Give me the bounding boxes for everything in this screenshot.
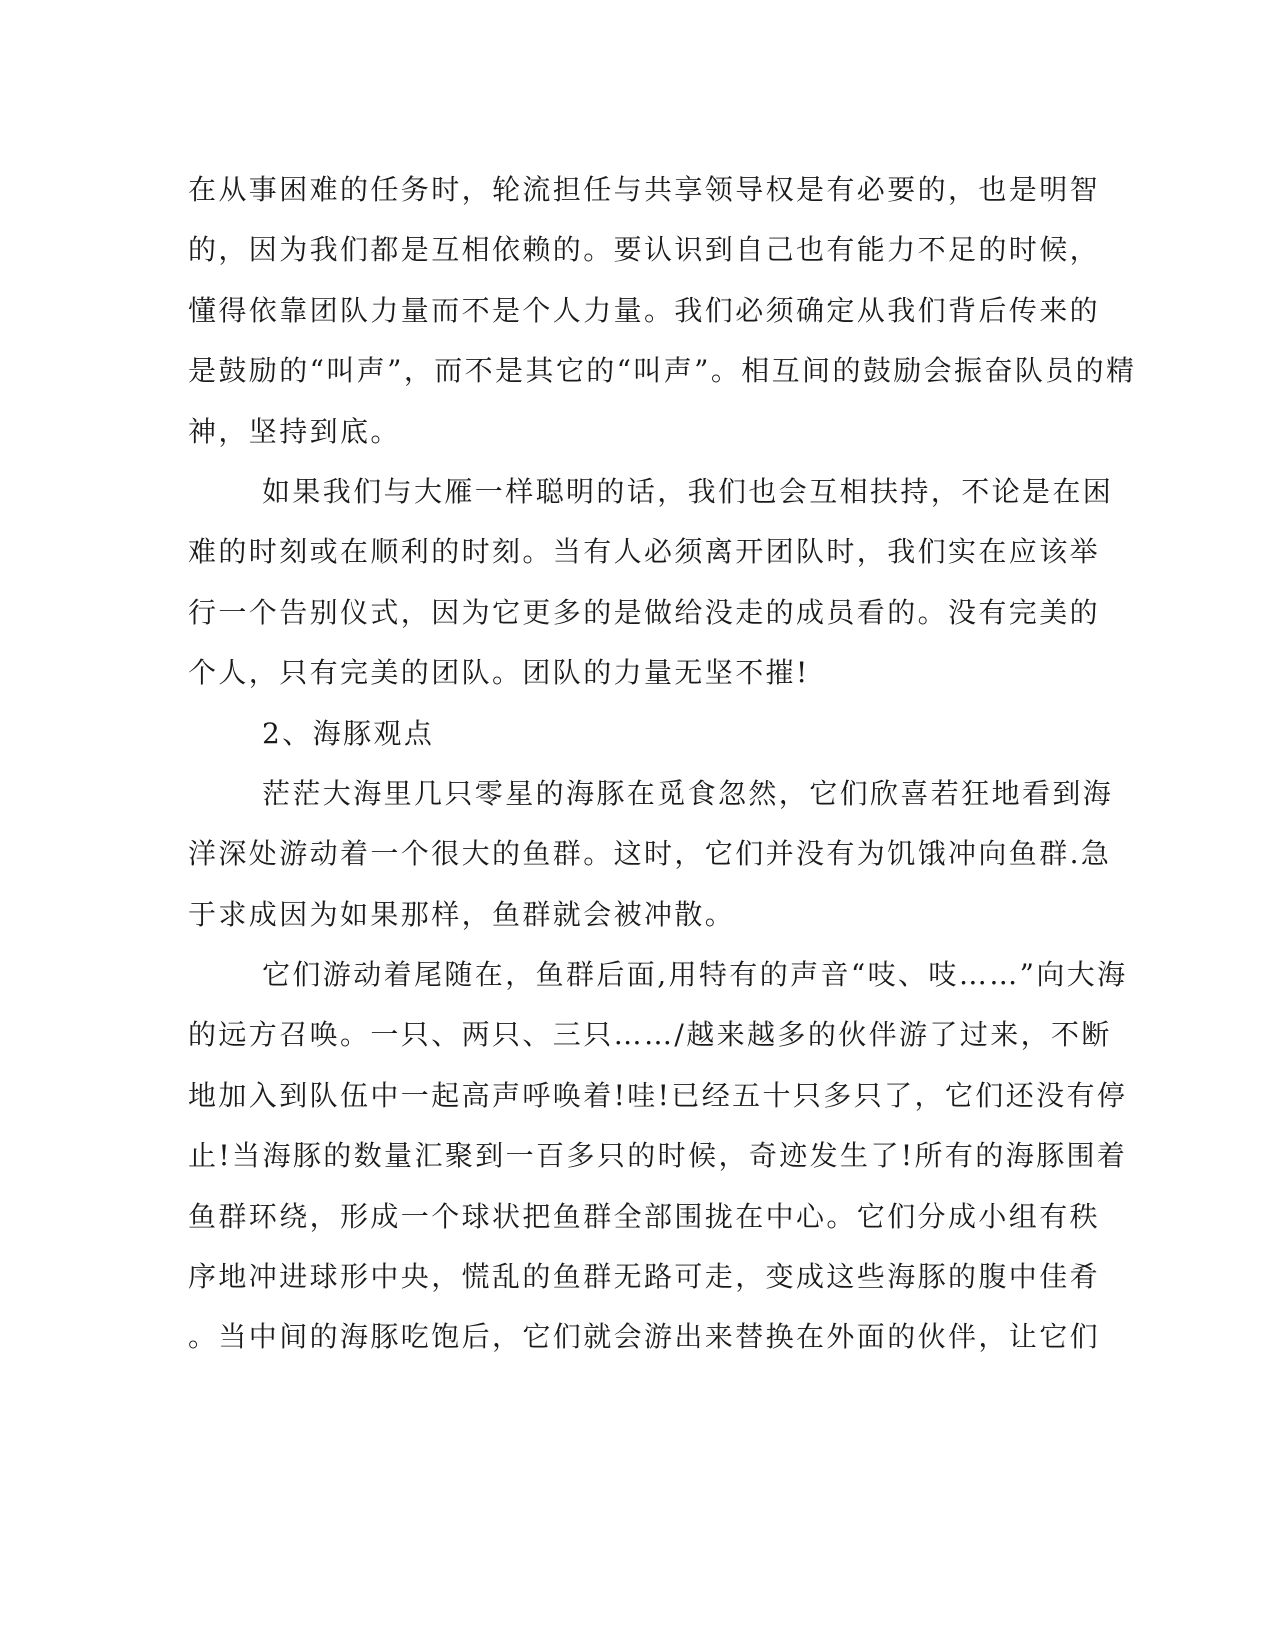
text-line: 难的时刻或在顺利的时刻。当有人必须离开团队时，我们实在应该举	[188, 535, 1101, 569]
text-line: 2、海豚观点	[262, 716, 435, 750]
text-line: 个人，只有完美的团队。团队的力量无坚不摧!	[188, 656, 810, 690]
text-line: 洋深处游动着一个很大的鱼群。这时，它们并没有为饥饿冲向鱼群.急	[188, 837, 1112, 871]
text-line: 茫茫大海里几只零星的海豚在觅食忽然，它们欣喜若狂地看到海	[262, 776, 1114, 810]
text-line: 。当中间的海豚吃饱后，它们就会游出来替换在外面的伙伴，让它们	[188, 1320, 1101, 1354]
text-line: 在从事困难的任务时，轮流担任与共享领导权是有必要的，也是明智	[188, 173, 1101, 206]
text-line: 的，因为我们都是互相依赖的。要认识到自己也有能力不足的时候，	[188, 233, 1101, 267]
text-line: 它们游动着尾随在，鱼群后面,用特有的声音“吱、吱……”向大海	[262, 958, 1128, 992]
text-line: 是鼓励的“叫声”，而不是其它的“叫声”。相互间的鼓励会振奋队员的精	[188, 354, 1137, 388]
text-line: 于求成因为如果那样，鱼群就会被冲散。	[188, 897, 736, 931]
text-line: 神，坚持到底。	[188, 414, 401, 448]
text-line: 懂得依靠团队力量而不是个人力量。我们必须确定从我们背后传来的	[188, 293, 1101, 327]
text-line: 序地冲进球形中央，慌乱的鱼群无路可走，变成这些海豚的腹中佳肴	[188, 1260, 1101, 1294]
text-line: 的远方召唤。一只、两只、三只……/越来越多的伙伴游了过来，不断	[188, 1018, 1112, 1052]
text-line: 地加入到队伍中一起高声呼唤着!哇!已经五十只多只了，它们还没有停	[188, 1078, 1128, 1112]
text-line: 止!当海豚的数量汇聚到一百多只的时候，奇迹发生了!所有的海豚围着	[188, 1139, 1128, 1173]
text-line: 如果我们与大雁一样聪明的话，我们也会互相扶持，不论是在困	[262, 474, 1114, 508]
text-line: 行一个告别仪式，因为它更多的是做给没走的成员看的。没有完美的	[188, 595, 1101, 629]
text-line: 鱼群环绕，形成一个球状把鱼群全部围拢在中心。它们分成小组有秩	[188, 1199, 1101, 1233]
document-body	[188, 160, 1137, 1368]
